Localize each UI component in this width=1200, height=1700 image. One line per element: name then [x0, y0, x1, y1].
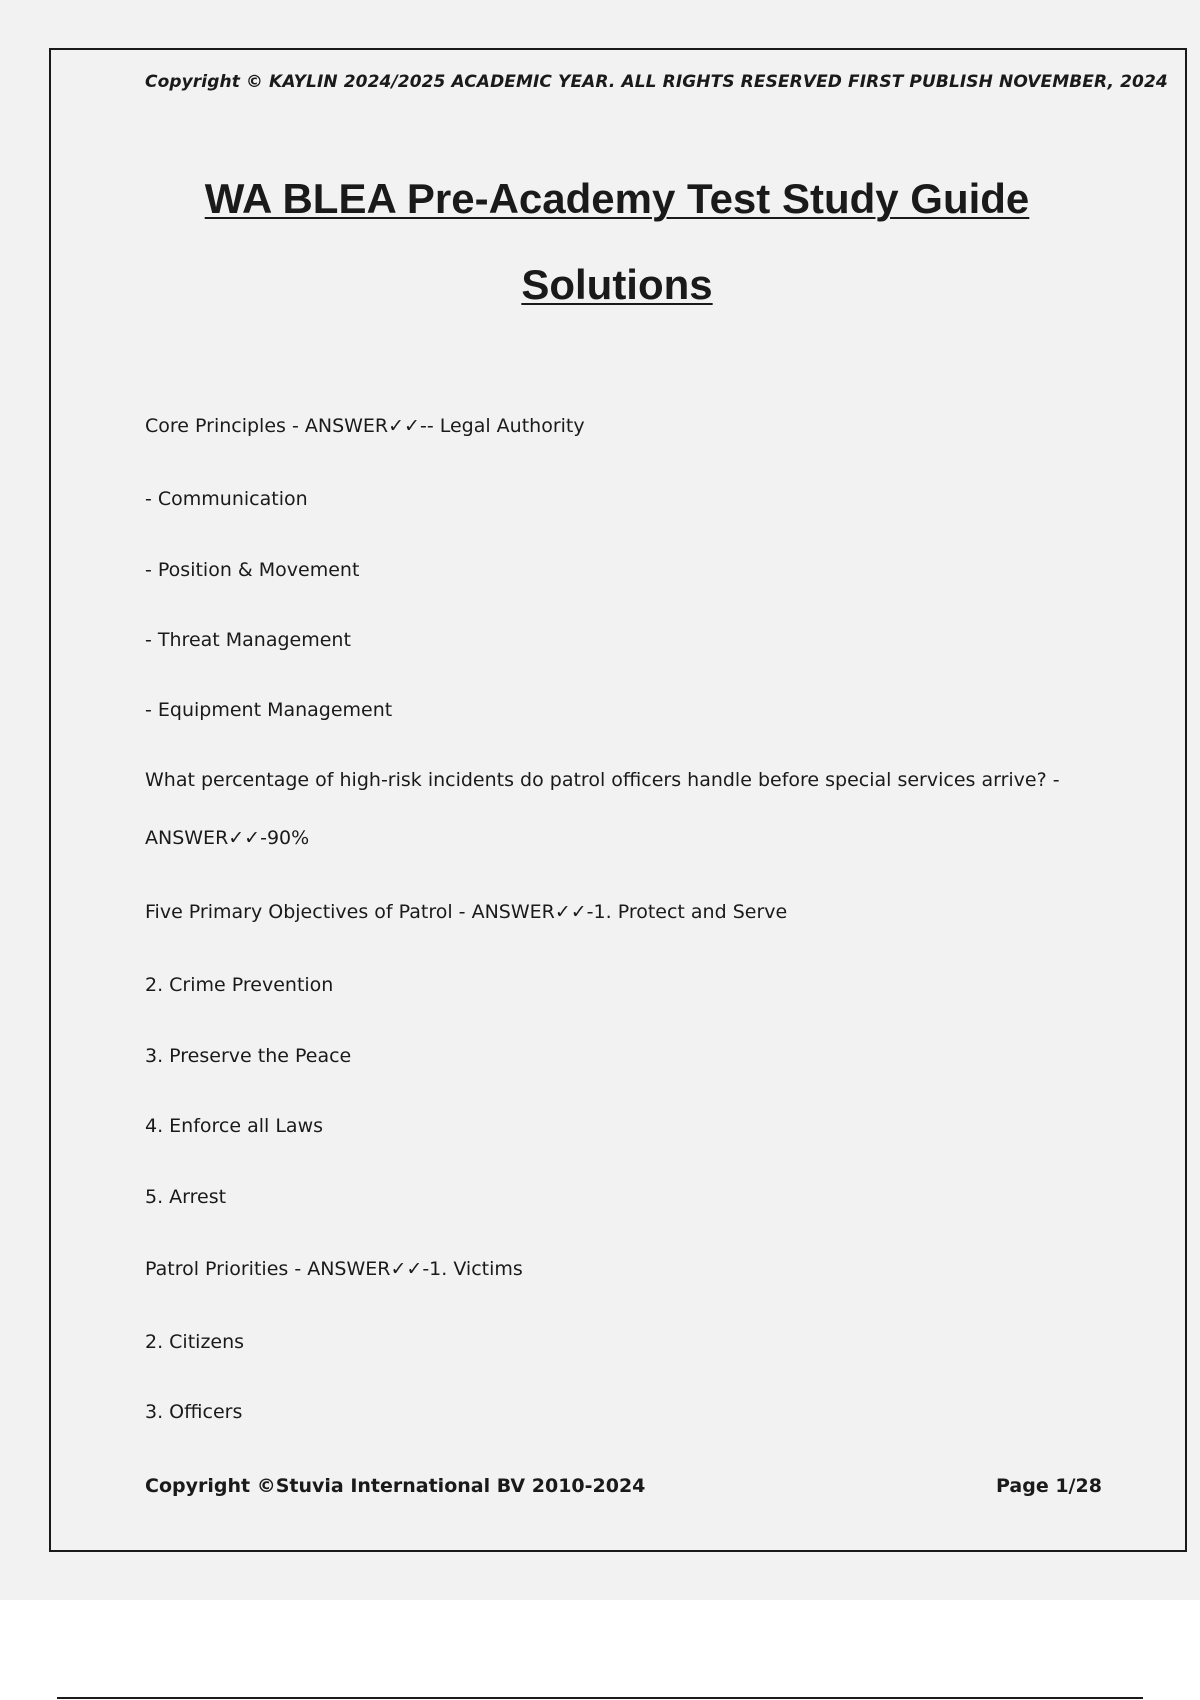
body-line: - Position & Movement — [145, 559, 360, 581]
title-line-2: Solutions — [521, 261, 713, 308]
header-copyright: Copyright © KAYLIN 2024/2025 ACADEMIC YEAR. ALL RIGHTS RESERVED FIRST PUBLISH NOVEMBER, 2024 — [145, 72, 1168, 92]
body-line: 3. Preserve the Peace — [145, 1045, 352, 1067]
document-subtitle — [0, 261, 1200, 308]
body-line: 4. Enforce all Laws — [145, 1115, 324, 1137]
next-page-divider — [57, 1697, 1143, 1699]
document-title — [0, 175, 1200, 222]
body-line: 2. Crime Prevention — [145, 974, 334, 996]
body-line: 3. Officers — [145, 1401, 243, 1423]
body-line: 5. Arrest — [145, 1186, 227, 1208]
body-line: 2. Citizens — [145, 1331, 245, 1353]
body-line: Core Principles - ANSWER✓✓-- Legal Authority — [145, 415, 585, 437]
body-line: ANSWER✓✓-90% — [145, 827, 310, 849]
page-number: Page 1/28 — [996, 1475, 1102, 1497]
footer-copyright: Copyright ©Stuvia International BV 2010-2024 — [145, 1475, 646, 1497]
title-line-1: WA BLEA Pre-Academy Test Study Guide — [204, 175, 1030, 222]
body-line: Patrol Priorities - ANSWER✓✓-1. Victims — [145, 1258, 523, 1280]
body-line: - Threat Management — [145, 629, 351, 651]
body-line: - Communication — [145, 488, 308, 510]
body-line: What percentage of high-risk incidents do patrol officers handle before special services arrive? - — [145, 769, 1060, 791]
body-line: - Equipment Management — [145, 699, 393, 721]
body-line: Five Primary Objectives of Patrol - ANSWER✓✓-1. Protect and Serve — [145, 901, 788, 923]
